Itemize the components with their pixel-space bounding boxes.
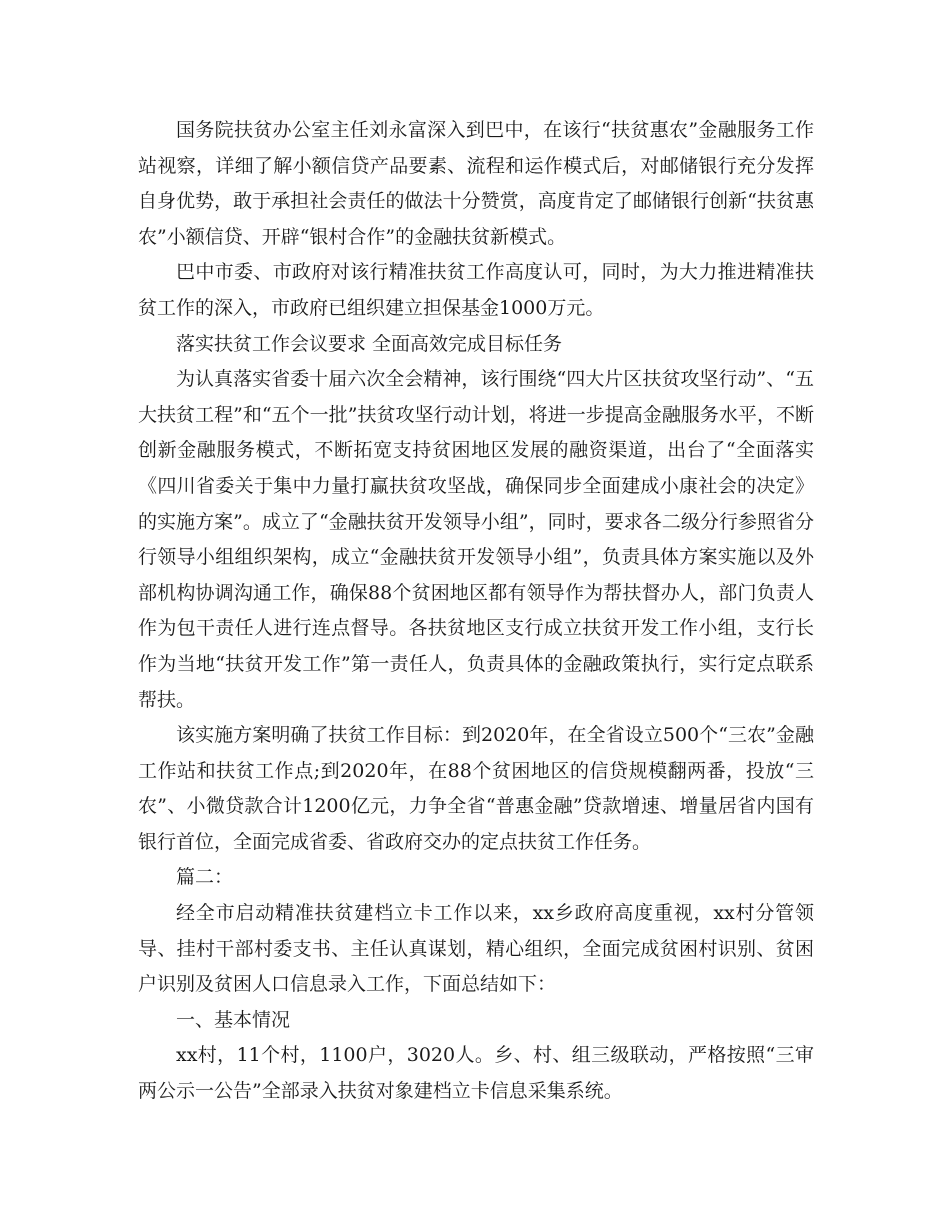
paragraph-inspection: 国务院扶贫办公室主任刘永富深入到巴中，在该行“扶贫惠农”金融服务工作站视察，详细了解小额信贷产品要素、流程和运作模式后，对邮储银行充分发挥自身优势，敢于承担社会责任的做法十分赞赏，高度肯定了邮储银行创新“扶贫惠农”小额信贷、开辟“银村合作”的金融扶贫新模式。: [138, 119, 814, 248]
document-body: [138, 113, 814, 1110]
paragraph-city-recognition: 巴中市委、市政府对该行精准扶贫工作高度认可，同时，为大力推进精准扶贫工作的深入，市政府已组织建立担保基金1000万元。: [138, 261, 814, 319]
paragraph-targets: 该实施方案明确了扶贫工作目标：到2020年，在全省设立500个“三农”金融工作站和扶贫工作点;到2020年，在88个贫困地区的信贷规模翻两番，投放“三农”、小微贷款合计1200亿元，力争全省“普惠金融”贷款增速、增量居省内国有银行首位，全面完成省委、省政府交办的定点扶贫工作任务。: [138, 724, 814, 853]
section-heading-basic-info: 一、基本情况: [176, 1008, 291, 1031]
section-heading-part-two: 篇二：: [176, 866, 234, 889]
paragraph-basic-info: xx村，11个村，1100户，3020人。乡、村、组三级联动，严格按照“三审两公示一公告”全部录入扶贫对象建档立卡信息采集系统。: [138, 1044, 814, 1103]
section-heading-implementation: 落实扶贫工作会议要求 全面高效完成目标任务: [176, 332, 563, 355]
paragraph-summary-intro: 经全市启动精准扶贫建档立卡工作以来，xx乡政府高度重视，xx村分管领导、挂村干部村委支书、主任认真谋划，精心组织，全面完成贫困村识别、贫困户识别及贫困人口信息录入工作，下面总结如下：: [138, 902, 814, 996]
paragraph-implementation-plan: 为认真落实省委十届六次全会精神，该行围绕“四大片区扶贫攻坚行动”、“五大扶贫工程”和“五个一批”扶贫攻坚行动计划，将进一步提高金融服务水平，不断创新金融服务模式，不断拓宽支持贫困地区发展的融资渠道，出台了“全面落实《四川省委关于集中力量打赢扶贫攻坚战，确保同步全面建成小康社会的决定》的实施方案”。成立了“金融扶贫开发领导小组”，同时，要求各二级分行参照省分行领导小组组织架构，成立“金融扶贫开发领导小组”，负责具体方案实施以及外部机构协调沟通工作，确保88个贫困地区都有领导作为帮扶督办人，部门负责人作为包干责任人进行连点督导。各扶贫地区支行成立扶贫开发工作小组，支行长作为当地“扶贫开发工作”第一责任人，负责具体的金融政策执行，实行定点联系帮扶。: [138, 368, 814, 711]
